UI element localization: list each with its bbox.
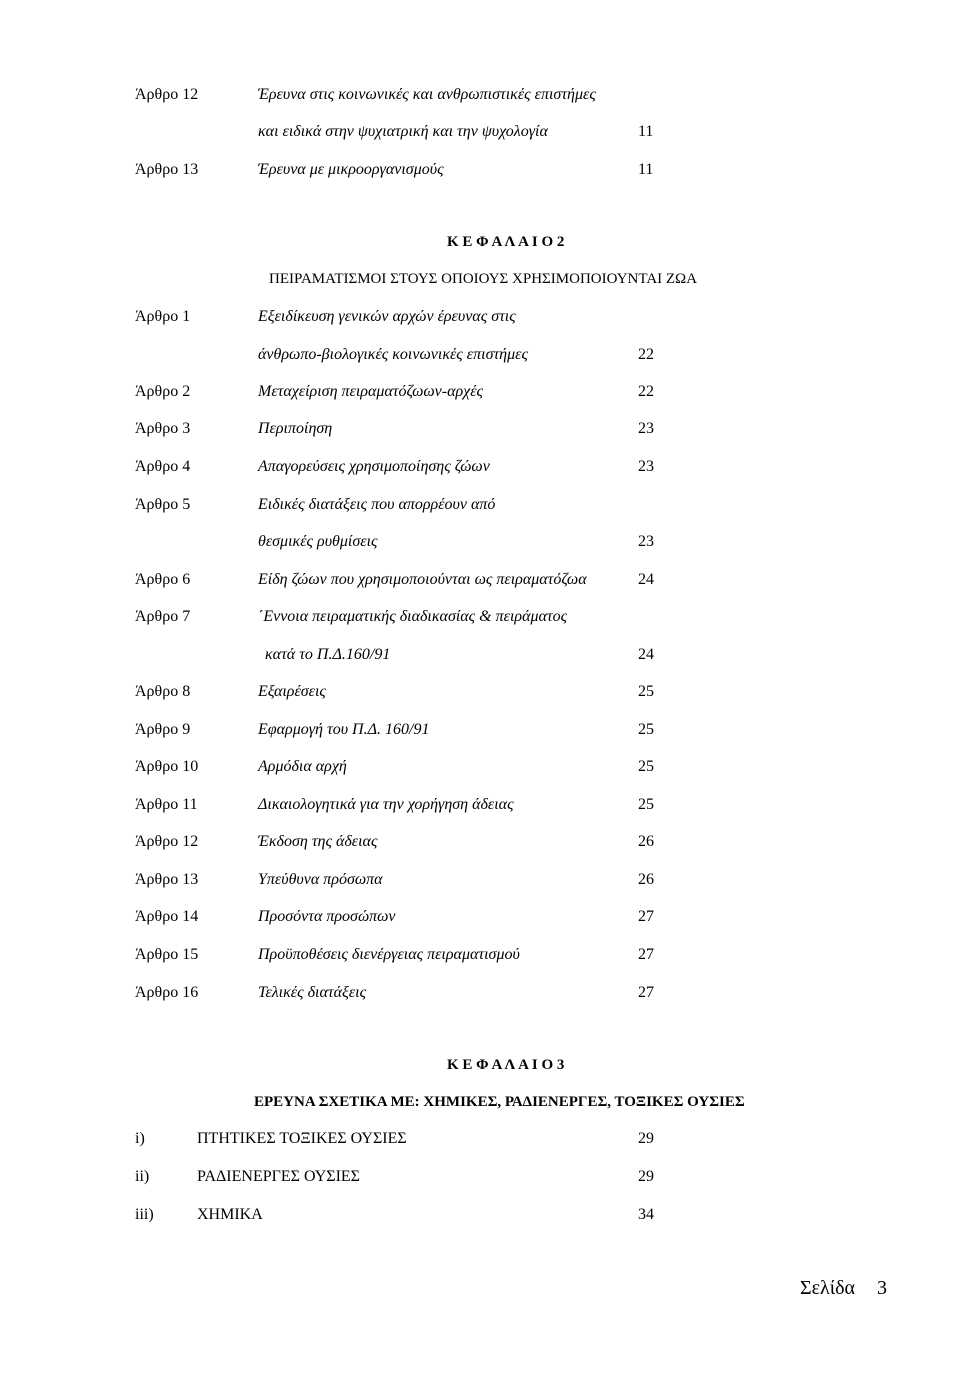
toc-page-number: 25	[638, 758, 654, 775]
toc-section-title: ΠΤΗΤΙΚΕΣ ΤΟΞΙΚΕΣ ΟΥΣΙΕΣ	[197, 1130, 407, 1147]
toc-page-number: 29	[638, 1130, 654, 1147]
toc-article-label: Άρθρο 15	[135, 946, 199, 963]
toc-page-number: 29	[638, 1168, 654, 1185]
toc-article-label: Άρθρο 14	[135, 908, 199, 925]
toc-page-number: 34	[638, 1206, 654, 1223]
toc-article-title: Μεταχείριση πειραματόζωων-αρχές	[258, 383, 483, 400]
toc-article-title-cont: θεσμικές ρυθμίσεις	[258, 533, 378, 550]
toc-page-number: 26	[638, 833, 654, 850]
toc-article-title-cont: και ειδικά στην ψυχιατρική και την ψυχολογία	[258, 123, 548, 140]
toc-page-number: 22	[638, 346, 654, 363]
toc-article-title: Έρευνα στις κοινωνικές και ανθρωπιστικές επιστήμες	[258, 86, 596, 103]
toc-article-label: Άρθρο 1	[135, 308, 191, 325]
toc-article-title: Εξειδίκευση γενικών αρχών έρευνας στις	[258, 308, 516, 325]
footer-page-number: 3	[877, 1277, 888, 1299]
toc-article-label: Άρθρο 16	[135, 984, 199, 1001]
toc-page-number: 11	[638, 123, 654, 140]
toc-article-title: Δικαιολογητικά για την χορήγηση άδειας	[258, 796, 514, 813]
toc-page-number: 26	[638, 871, 654, 888]
toc-article-label: Άρθρο 9	[135, 721, 191, 738]
footer-label: Σελίδα	[800, 1277, 856, 1299]
toc-article-title: Εφαρμογή του Π.Δ. 160/91	[258, 721, 430, 738]
toc-article-title-cont: κατά το Π.Δ.160/91	[265, 646, 391, 663]
toc-article-label: Άρθρο 3	[135, 420, 191, 437]
toc-article-label: Άρθρο 12	[135, 833, 199, 850]
toc-article-title: Έρευνα με μικροοργανισμούς	[258, 161, 444, 178]
toc-article-title: Έκδοση της άδειας	[258, 833, 378, 850]
toc-page-number: 24	[638, 646, 654, 663]
toc-article-title: Απαγορεύσεις χρησιμοποίησης ζώων	[258, 458, 490, 475]
toc-page-number: 11	[638, 161, 654, 178]
toc-article-label: Άρθρο 7	[135, 608, 191, 625]
toc-article-title: Περιποίηση	[258, 420, 333, 437]
toc-article-label: Άρθρο 11	[135, 796, 198, 813]
toc-section-label: i)	[135, 1130, 145, 1147]
chapter-2-heading: Κ Ε Φ Α Λ Α Ι Ο 2	[447, 234, 565, 250]
toc-article-title: Προσόντα προσώπων	[258, 908, 396, 925]
toc-page-number: 27	[638, 946, 654, 963]
toc-article-label: Άρθρο 13	[135, 871, 199, 888]
toc-page-number: 27	[638, 984, 654, 1001]
toc-article-title: Αρμόδια αρχή	[258, 758, 347, 775]
toc-article-label: Άρθρο 13	[135, 161, 199, 178]
toc-article-title: Υπεύθυνα πρόσωπα	[258, 871, 383, 888]
toc-page-number: 27	[638, 908, 654, 925]
chapter-3-heading: Κ Ε Φ Α Λ Α Ι Ο 3	[447, 1057, 565, 1073]
toc-article-title: ΄Εννοια πειραματικής διαδικασίας & πειράματος	[258, 608, 568, 625]
page-footer	[800, 1276, 887, 1300]
toc-article-label: Άρθρο 5	[135, 496, 191, 513]
toc-page-number: 25	[638, 721, 654, 738]
toc-section-title: ΡΑΔΙΕΝΕΡΓΕΣ ΟΥΣΙΕΣ	[197, 1168, 360, 1185]
toc-page-number: 23	[638, 420, 654, 437]
toc-article-label: Άρθρο 2	[135, 383, 191, 400]
toc-article-title: Τελικές διατάξεις	[258, 984, 367, 1001]
toc-article-title-cont: άνθρωπο-βιολογικές κοινωνικές επιστήμες	[258, 346, 528, 363]
chapter-2-subtitle: ΠΕΙΡΑΜΑΤΙΣΜΟΙ ΣΤΟΥΣ ΟΠΟΙΟΥΣ ΧΡΗΣΙΜΟΠΟΙΟΥΝΤΑΙ ΖΩΑ	[269, 271, 698, 287]
toc-page-number: 25	[638, 683, 654, 700]
toc-article-title: Είδη ζώων που χρησιμοποιούνται ως πειραματόζωα	[258, 571, 587, 588]
toc-page-number: 24	[638, 571, 654, 588]
toc-article-title: Ειδικές διατάξεις που απορρέουν από	[258, 496, 496, 513]
toc-page-number: 22	[638, 383, 654, 400]
toc-article-title: Προϋποθέσεις διενέργειας πειραματισμού	[258, 946, 520, 963]
toc-section-label: iii)	[135, 1206, 154, 1223]
toc-article-label: Άρθρο 8	[135, 683, 191, 700]
toc-article-label: Άρθρο 6	[135, 571, 191, 588]
toc-article-title: Εξαιρέσεις	[258, 683, 326, 700]
chapter-3-subtitle: ΕΡΕΥΝΑ ΣΧΕΤΙΚΑ ΜΕ: ΧΗΜΙΚΕΣ, ΡΑΔΙΕΝΕΡΓΕΣ, ΤΟΞΙΚΕΣ ΟΥΣΙΕΣ	[254, 1094, 745, 1110]
toc-page-number: 25	[638, 796, 654, 813]
toc-page-number: 23	[638, 533, 654, 550]
toc-section-title: ΧΗΜΙΚΑ	[197, 1206, 263, 1223]
toc-article-label: Άρθρο 12	[135, 86, 199, 103]
toc-article-label: Άρθρο 10	[135, 758, 199, 775]
toc-section-label: ii)	[135, 1168, 150, 1185]
toc-article-label: Άρθρο 4	[135, 458, 191, 475]
toc-page-number: 23	[638, 458, 654, 475]
